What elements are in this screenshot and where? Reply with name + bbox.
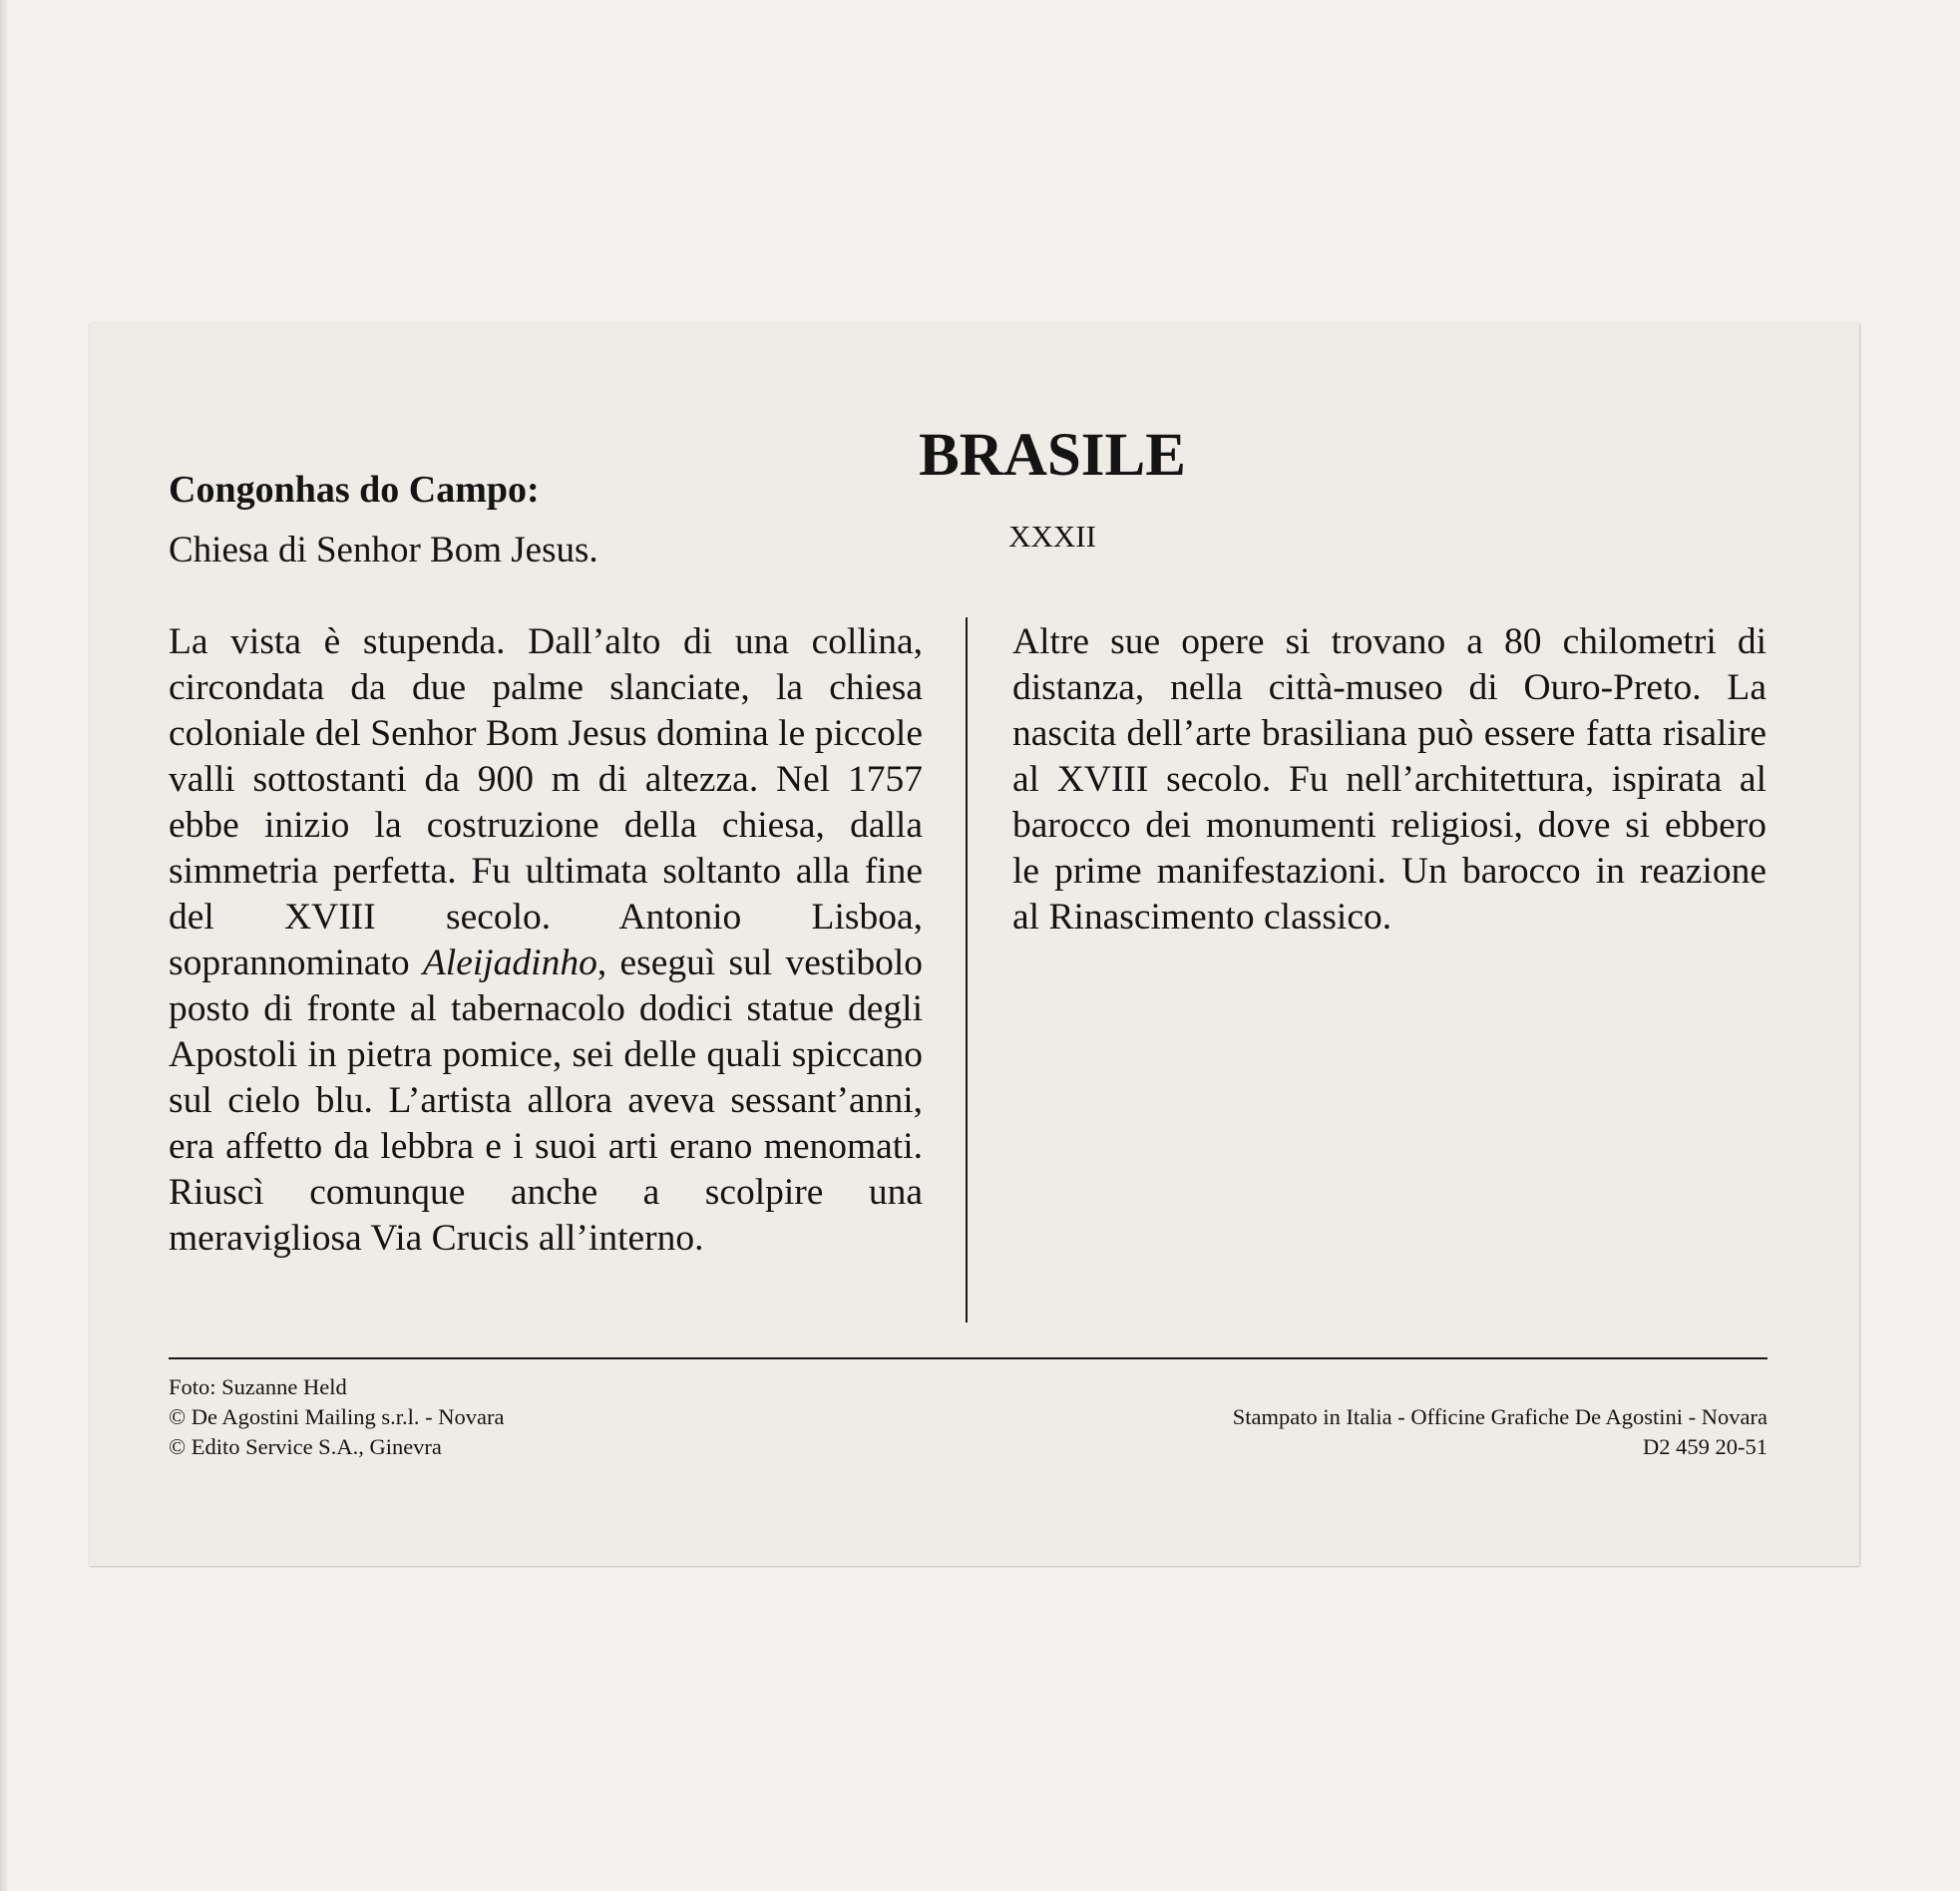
- subject-title: Congonhas do Campo:: [169, 469, 540, 511]
- country-title: BRASILE: [919, 422, 1186, 489]
- scan-edge: [0, 0, 8, 1891]
- photo-credits: [169, 1372, 504, 1462]
- printer-line: Stampato in Italia - Officine Grafiche De Agostini - Novara: [1232, 1404, 1767, 1429]
- left-text-part-1: La vista è stupenda. Dall’alto di una collina, circondata da due palme slanciate, la chiesa coloniale del Senhor Bom Jesus domina le piccole valli sottostanti da 900 m di altezza. Nel 1757 ebbe inizio la costruzione della chiesa, dalla simmetria perfetta. Fu ultimata soltanto alla fine del XVIII secolo. Antonio Lisboa, soprannominato: [169, 621, 923, 983]
- copyright-line-2: © Edito Service S.A., Ginevra: [169, 1434, 442, 1459]
- right-text-column: [1012, 619, 1766, 941]
- artist-nickname: Aleijadinho: [422, 943, 597, 983]
- copyright-line-1: © De Agostini Mailing s.r.l. - Novara: [169, 1404, 505, 1429]
- left-text-part-2: , eseguì sul vestibolo posto di fronte al tabernacolo dodici statue degli Apostoli in pietra pomice, sei delle quali spiccano sul cielo blu. L’artista allora aveva sessant’anni, era affetto da lebbra e i suoi arti erano menomati. Riuscì comunque anche a scolpire una meravigliosa Via Crucis all’interno.: [169, 943, 923, 1259]
- postcard-back: [90, 323, 1859, 1566]
- right-text: Altre sue opere si trovano a 80 chilometri di distanza, nella città-museo di Ouro-Preto. La nascita dell’arte brasiliana può essere fatta risalire al XVIII secolo. Fu nell’architettura, ispirata al barocco dei monumenti religiosi, dove si ebbero le prime manifestazioni. Un barocco in reazione al Rinascimento classico.: [1012, 621, 1766, 938]
- column-divider: [966, 617, 968, 1323]
- subject-subtitle: Chiesa di Senhor Bom Jesus.: [169, 530, 598, 570]
- product-code: D2 459 20-51: [1643, 1434, 1767, 1459]
- photo-credit: Foto: Suzanne Held: [169, 1374, 347, 1399]
- footer-rule: [169, 1357, 1767, 1359]
- card-number: XXXII: [1008, 519, 1096, 554]
- print-info: [1233, 1402, 1767, 1462]
- left-text-column: [169, 619, 923, 1262]
